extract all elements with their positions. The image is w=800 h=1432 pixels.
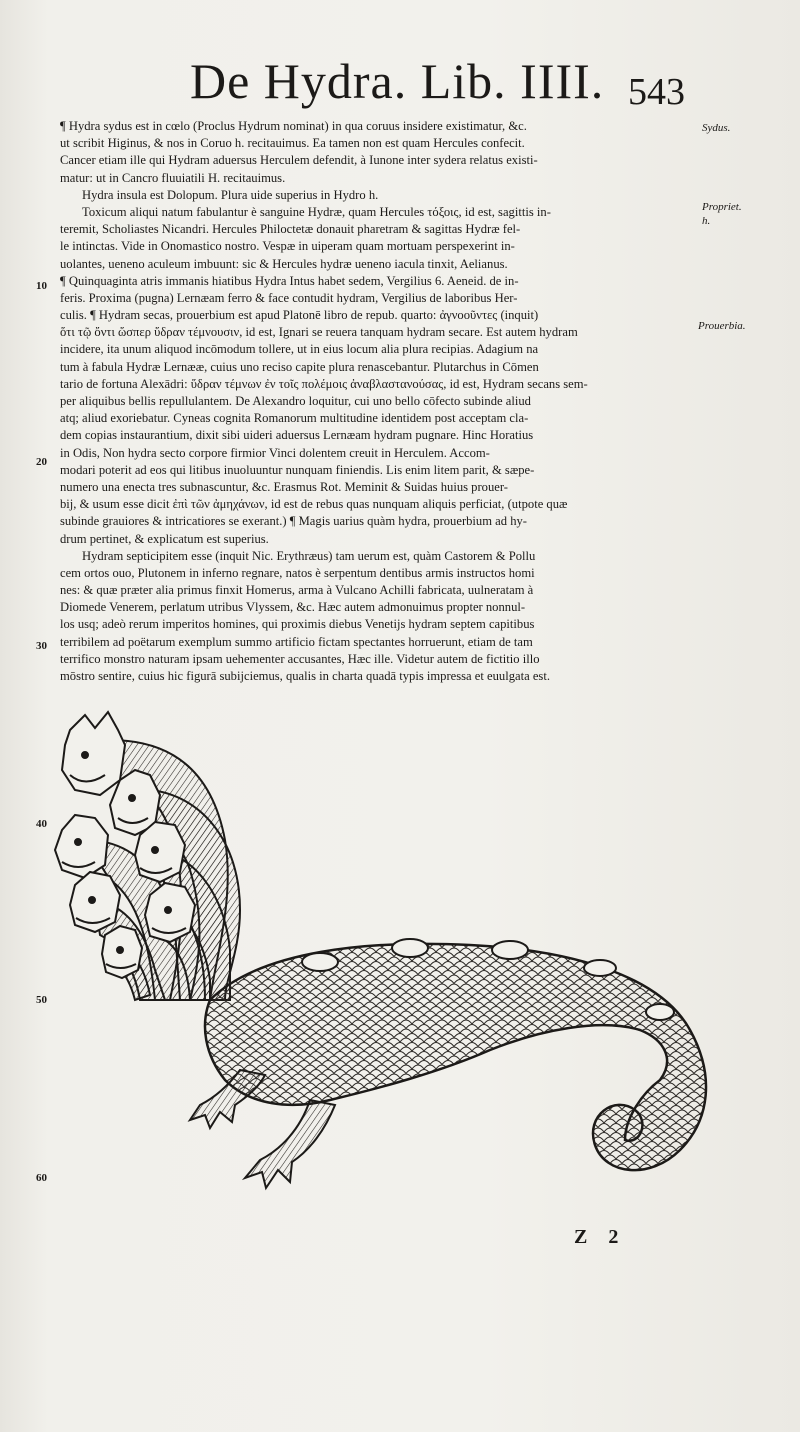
text-line: Diomede Venerem, perlatum utribus Vlyssem, &c. Hæc autem admonuimus propter nonnul- — [60, 600, 526, 615]
text-line: tum à fabula Hydræ Lernææ, cuius uno reciso capite plura renascebantur. Plutarchus in Cōmen — [60, 359, 539, 374]
hydra-head — [145, 883, 195, 942]
hydra-head — [62, 712, 125, 795]
text-line: los usq; adeò rerum imperitos homines, qui proximis diebus Venetijs hydram septem capitibus — [60, 617, 535, 632]
text-line: cem ortos ouo, Plutonem in inferno regnare, natos è serpentum dentibus armis instructos homi — [60, 565, 535, 580]
text-line: ut scribit Higinus, & nos in Coruo h. recitauimus. Ea tamen non est quam Hercules confecit. — [60, 136, 525, 151]
margin-note-proprietates: Propriet. h. — [702, 201, 742, 227]
text-line: feris. Proxima (pugna) Lernæam ferro & face contudit hydram, Vergilius de laboribus Her- — [60, 290, 518, 305]
hydra-woodcut-illustration — [40, 700, 720, 1210]
text-line: Hydra insula est Dolopum. Plura uide superius in Hydro h. — [82, 187, 379, 202]
page-header — [190, 52, 710, 112]
text-line: numero una enecta tres subnascuntur, &c. Erasmus Rot. Meminit & Suidas huius prouer- — [60, 479, 508, 494]
text-line: atq; aliud exoriebatur. Cyneas cognita Romanorum multitudine identidem post acceptam cla- — [60, 411, 529, 426]
text-line: nes: & quæ præter alia primus finxit Homerus, arma à Vulcano Achilli fabricata, uulneratam à — [60, 583, 534, 598]
signature-mark: Z 2 — [574, 1226, 627, 1248]
line-number-40: 40 — [36, 818, 47, 830]
line-number-50: 50 — [36, 994, 47, 1006]
body-text — [60, 118, 700, 685]
text-line: per aliquibus bellis repullulantem. De Alexandro loquitur, cui uno bello cōfecto subinde aliud — [60, 394, 531, 408]
text-line: ¶ Hydra sydus est in cœlo (Proclus Hydrum nominat) in qua coruus insidere existimatur, &c. — [60, 119, 527, 133]
hydra-heads — [55, 712, 195, 978]
running-title: De Hydra. Lib. IIII. — [190, 53, 605, 109]
text-line: tario de fortuna Alexādri: ὕδραν τέμνων ἐν τοῖς πολέμοις ἀναβλαστανούσας, id est, Hydram secans sem- — [60, 376, 588, 391]
text-line: Cancer etiam ille qui Hydram aduersus Herculem defendit, à Iunone inter sydera relatus existi- — [60, 153, 538, 168]
text-line: modari poterit ad eos qui litibus inuoluuntur nunquam finiendis. Lis enim litem parit, & sæpe- — [60, 462, 535, 477]
line-number-30: 30 — [36, 640, 47, 652]
text-line: drum pertinet, & explicatum est superius. — [60, 531, 269, 546]
hydra-head — [55, 815, 108, 878]
text-line: uolantes, ueneno aculeum imbuunt: sic & Hercules hydræ ueneno iacula tinxit, Aelianus. — [60, 256, 508, 271]
text-line: Hydram septicipitem esse (inquit Nic. Erythræus) tam uerum est, quàm Castorem & Pollu — [82, 548, 536, 563]
text-line: mōstro sentire, cuius hic figurā subijciemus, qualis in charta quadā typis impressa et euulgata est. — [60, 669, 550, 683]
text-line: dem copias instaurantium, dixit sibi uideri aduersus Lernæam hydram pugnare. Hinc Horatius — [60, 428, 534, 443]
text-line: ὅτι τῷ ὄντι ὥσπερ ὕδραν τέμνουσιν, id est, Ignari se reuera tanquam hydram secare. Est autem hydram — [60, 325, 578, 340]
line-number-10: 10 — [36, 280, 47, 292]
margin-note-prouerbia: Prouerbia. — [698, 320, 746, 332]
text-line: incidere, ita unum aliquod incōmodum tollere, ut in eius locum alia plura recipias. Adagium na — [60, 342, 539, 357]
line-number-20: 20 — [36, 456, 47, 468]
text-line: in Odis, Non hydra secto corpore firmior Vinci dolentem creuit in Herculem. Accom- — [60, 445, 490, 460]
line-number-60: 60 — [36, 1172, 47, 1184]
text-line: Toxicum aliqui natum fabulantur è sanguine Hydræ, quam Hercules τόξοις, id est, sagittis in- — [82, 204, 551, 219]
text-line: matur: ut in Cancro fluuiatili H. recitauimus. — [60, 170, 286, 185]
text-line: culis. ¶ Hydram secas, prouerbium est apud Platonē libro de repub. quarto: ἀγνοοῦντες (inquit) — [60, 308, 539, 323]
page-number: 543 — [628, 71, 685, 113]
text-line: ¶ Quinquaginta atris immanis hiatibus Hydra Intus habet sedem, Vergilius 6. Aeneid. de in- — [60, 273, 519, 288]
hydra-body — [205, 944, 706, 1170]
text-line: terribilem ad poëtarum exemplum summo artificio fictam spectantes horruerunt, etiam de tam — [60, 634, 533, 649]
margin-note-sydus: Sydus. — [702, 122, 731, 134]
text-line: teremit, Scholiastes Nicandri. Hercules Philoctetæ donauit pharetram & sagittas Hydræ fel- — [60, 222, 521, 237]
hydra-head — [70, 872, 120, 932]
text-line: subinde grauiores & intricatiores se exerant.) ¶ Magis uarius quàm hydra, prouerbium ad hy- — [60, 514, 527, 529]
text-line: terrifico monstro naturam ipsam uehementer accusantes, Hæc ille. Videtur autem de fictitio illo — [60, 651, 540, 666]
text-line: le intinctas. Vide in Onomastico nostro. Vespæ in uiperam quam mortuam perspexerint in- — [60, 239, 515, 254]
hydra-head — [102, 926, 142, 978]
text-line: bij, & usum esse dicit ἐπὶ τῶν ἀμηχάνων, id est de rebus quas nunquam aliquis perficiat, (utpote quæ — [60, 497, 568, 512]
